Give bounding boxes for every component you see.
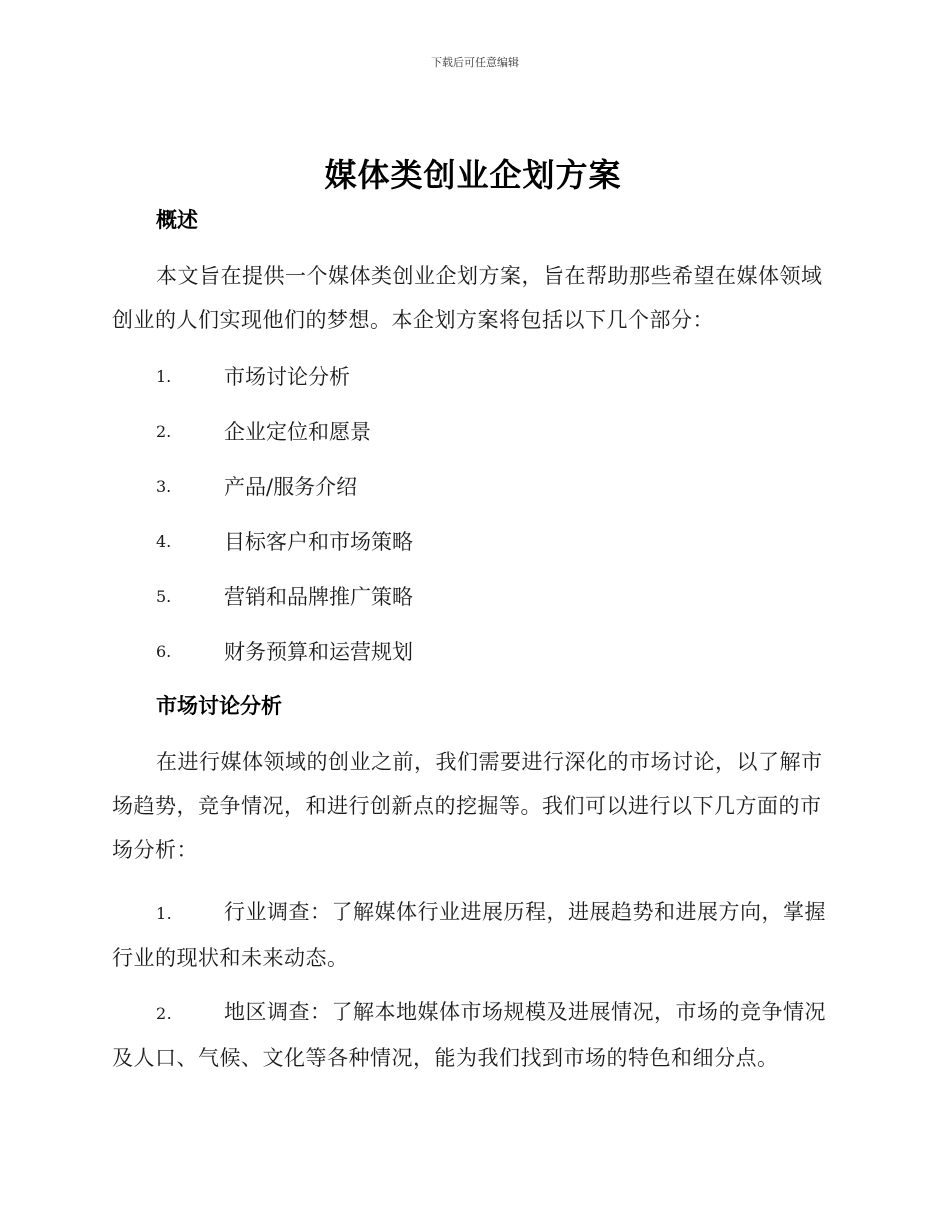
market-analysis-paragraph: 在进行媒体领域的创业之前，我们需要进行深化的市场讨论，以了解市场趋势，竞争情况，和进行创新点的挖掘等。我们可以进行以下几方面的市场分析： xyxy=(112,750,823,862)
header-note: 下载后可任意编辑 xyxy=(431,56,519,69)
list-item xyxy=(112,525,834,580)
list-item-number: 4. xyxy=(156,532,172,551)
list-item-text: 企业定位和愿景 xyxy=(224,420,371,444)
section-heading-market-analysis: 市场讨论分析 xyxy=(156,694,282,718)
list-item-text: 目标客户和市场策略 xyxy=(224,530,413,554)
list-item-text: 产品/服务介绍 xyxy=(224,475,358,499)
list-item-text: 市场讨论分析 xyxy=(224,365,350,389)
numbered-paragraph xyxy=(112,990,834,1080)
list-item-number: 1. xyxy=(156,367,172,386)
document-body xyxy=(112,150,834,1090)
numbered-paragraph-text: 地区调查：了解本地媒体市场规模及进展情况，市场的竞争情况及人口、气候、文化等各种情况，能为我们找到市场的特色和细分点。 xyxy=(112,1000,826,1070)
section-heading-overview: 概述 xyxy=(156,208,198,232)
document-title: 媒体类创业企划方案 xyxy=(324,156,622,194)
list-item-text: 营销和品牌推广策略 xyxy=(224,585,413,609)
list-item-number: 3. xyxy=(156,477,172,496)
list-item xyxy=(112,580,834,635)
list-item-number: 6. xyxy=(156,642,172,661)
list-item xyxy=(112,470,834,525)
numbered-paragraph-number: 2. xyxy=(156,1004,173,1023)
list-item xyxy=(112,635,834,690)
numbered-paragraph-number: 1. xyxy=(156,904,173,923)
list-item-text: 财务预算和运营规划 xyxy=(224,640,413,664)
numbered-paragraph-text: 行业调查：了解媒体行业进展历程，进展趋势和进展方向，掌握行业的现状和未来动态。 xyxy=(112,900,826,970)
overview-list xyxy=(112,360,834,690)
numbered-paragraph xyxy=(112,890,834,980)
list-item-number: 2. xyxy=(156,422,172,441)
overview-paragraph: 本文旨在提供一个媒体类创业企划方案，旨在帮助那些希望在媒体领域创业的人们实现他们的梦想。本企划方案将包括以下几个部分： xyxy=(112,264,823,332)
list-item xyxy=(112,415,834,470)
list-item-number: 5. xyxy=(156,587,172,606)
list-item xyxy=(112,360,834,415)
